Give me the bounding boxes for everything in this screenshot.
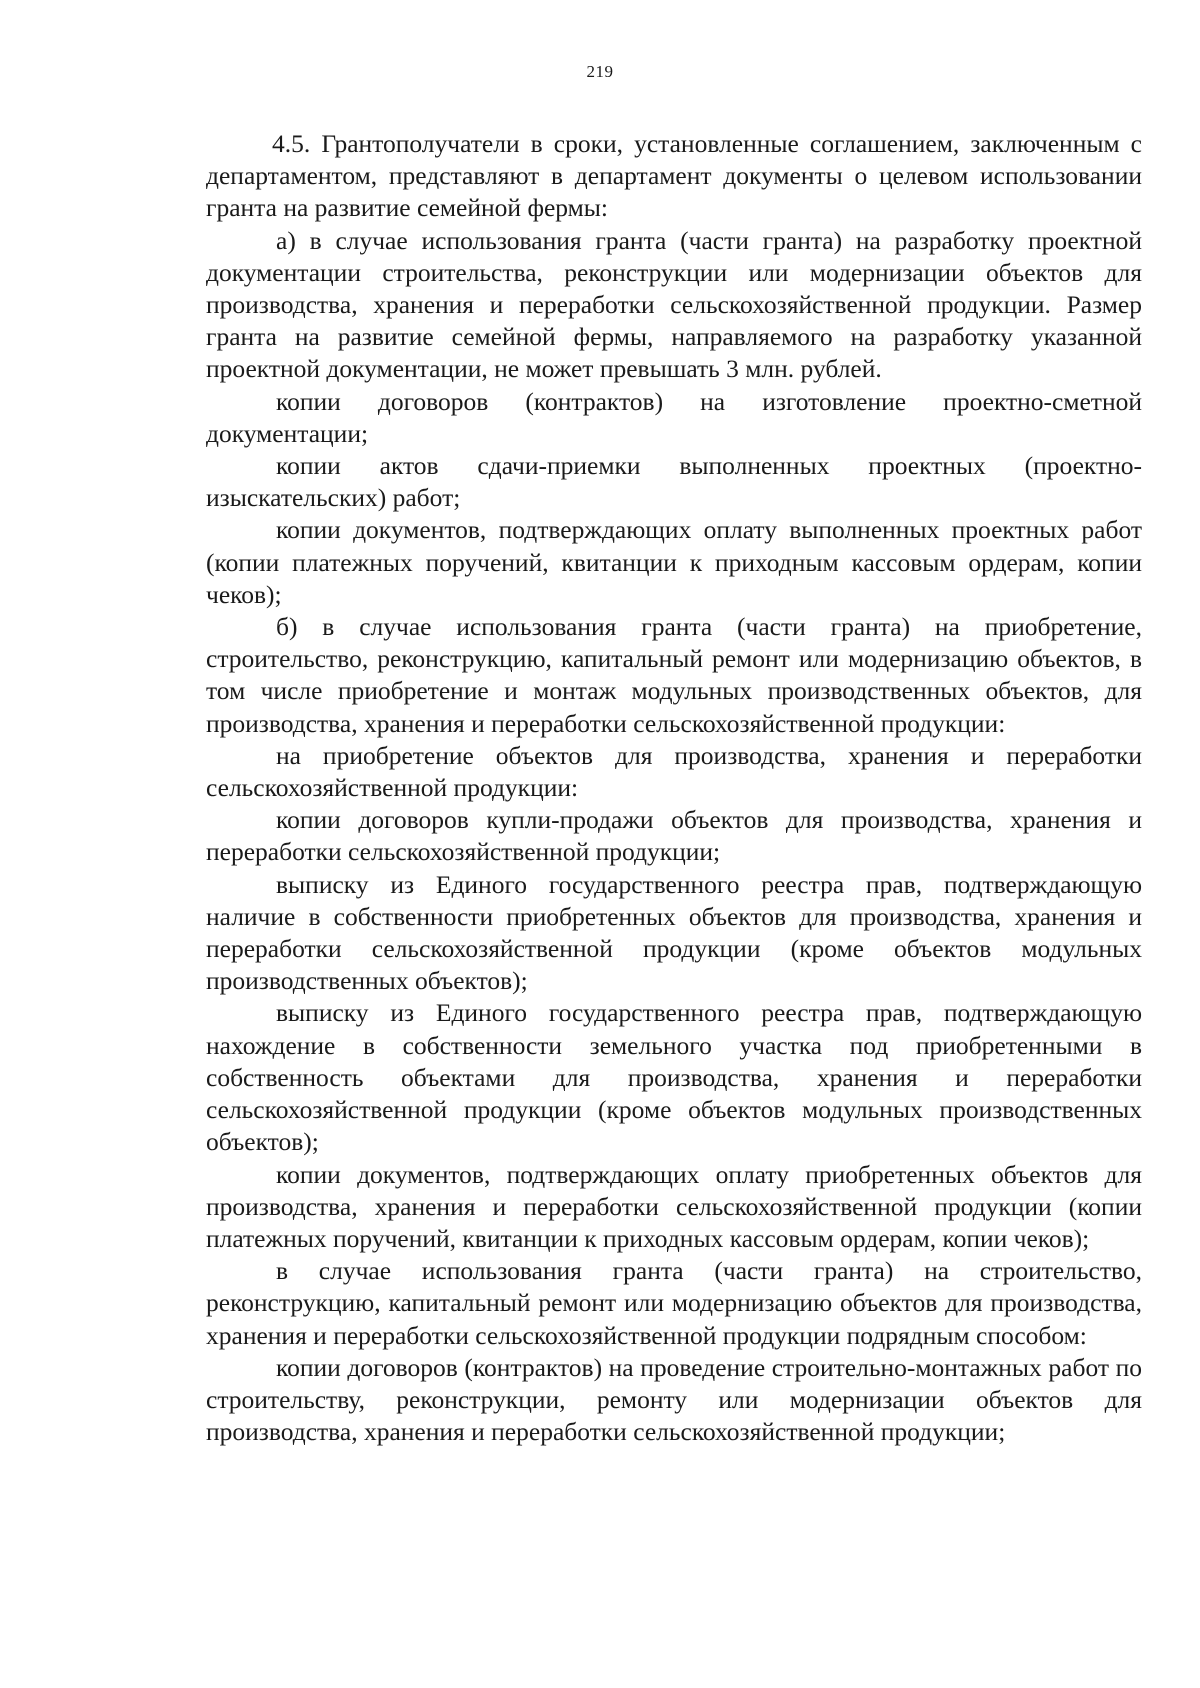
paragraph: выписку из Единого государственного реестра прав, подтверждающую нахождение в собственности земельного участка под приобретенными в собственность объектами для производства, хранения и переработки сельскохозяйственной продукции (кроме объектов модульных производственных объектов);: [206, 998, 1142, 1157]
paragraph: б) в случае использования гранта (части гранта) на приобретение, строительство, реконструкцию, капитальный ремонт или модернизацию объектов, в том числе приобретение и монтаж модульных производственных объектов, для производства, хранения и переработки сельскохозяйственной продукции:: [206, 612, 1142, 738]
paragraph: копии актов сдачи-приемки выполненных проектных (проектно-изыскательских) работ;: [206, 451, 1142, 513]
paragraph: на приобретение объектов для производства, хранения и переработки сельскохозяйственной продукции:: [206, 740, 1142, 803]
paragraph: а) в случае использования гранта (части гранта) на разработку проектной документации строительства, реконструкции или модернизации объектов для производства, хранения и переработки сельскохозяйственной продукции. Размер гранта на развитие семейной фермы, направляемого на разработку указанной проектной документации, не может превышать 3 млн. рублей.: [206, 225, 1142, 384]
page-number: 219: [586, 62, 614, 81]
paragraph: копии документов, подтверждающих оплату выполненных проектных работ (копии платежных поручений, квитанции к приходным кассовым ордерам, копии чеков);: [206, 515, 1142, 609]
paragraph: копии договоров (контрактов) на проведение строительно-монтажных работ по строительству, реконструкции, ремонту или модернизации объектов для производства, хранения и переработки сельскохозяйственной продукции;: [206, 1352, 1142, 1447]
paragraph: копии договоров купли-продажи объектов для производства, хранения и переработки сельскохозяйственной продукции;: [206, 805, 1142, 867]
paragraph: выписку из Единого государственного реестра прав, подтверждающую наличие в собственности приобретенных объектов для производства, хранения и переработки сельскохозяйственной продукции (кроме объектов модульных производственных объектов);: [206, 869, 1142, 996]
paragraph: копии документов, подтверждающих оплату приобретенных объектов для производства, хранения и переработки сельскохозяйственной продукции (копии платежных поручений, квитанции к приходных кассовым ордерам, копии чеков);: [206, 1159, 1142, 1253]
paragraph: 4.5. Грантополучатели в сроки, установленные соглашением, заключенным с департаментом, представляют в департамент документы о целевом использовании гранта на развитие семейной фермы:: [206, 129, 1142, 223]
document-body: [206, 128, 1142, 1448]
paragraph: копии договоров (контрактов) на изготовление проектно-сметной документации;: [206, 386, 1142, 448]
paragraph: в случае использования гранта (части гранта) на строительство, реконструкцию, капитальный ремонт или модернизацию объектов для производства, хранения и переработки сельскохозяйственной продукции подрядным способом:: [206, 1256, 1142, 1350]
